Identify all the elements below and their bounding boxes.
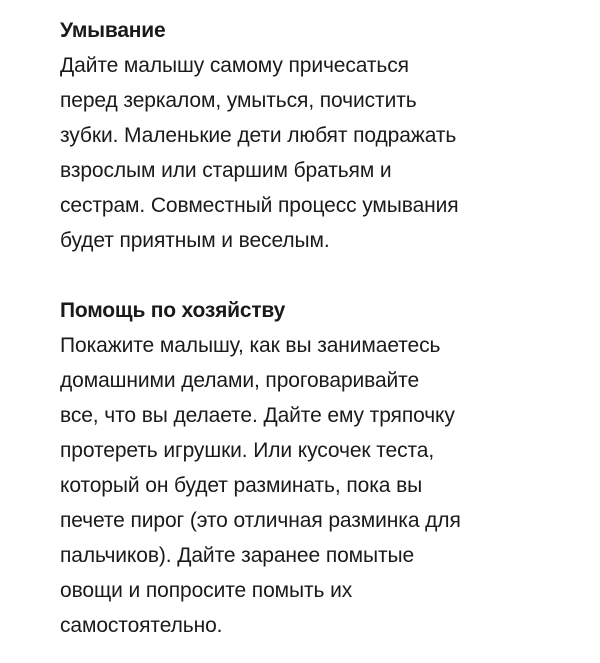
article xyxy=(60,14,585,643)
section-heading: Умывание xyxy=(60,19,166,42)
paragraph-line: зубки. Маленькие дети любят подражать xyxy=(60,124,457,147)
section-paragraph xyxy=(60,48,585,258)
paragraph-line: взрослым или старшим братьям и xyxy=(60,159,392,182)
paragraph-line: самостоятельно. xyxy=(60,614,223,637)
section-housework xyxy=(60,294,585,643)
paragraph-line: домашними делами, проговаривайте xyxy=(60,369,420,392)
paragraph-line: который он будет разминать, пока вы xyxy=(60,474,423,497)
paragraph-line: все, что вы делаете. Дайте ему тряпочку xyxy=(60,404,455,427)
paragraph-line: сестрам. Совместный процесс умывания xyxy=(60,194,459,217)
section-paragraph xyxy=(60,328,585,643)
section-heading: Помощь по хозяйству xyxy=(60,299,286,322)
paragraph-line: Покажите малышу, как вы занимаетесь xyxy=(60,334,441,357)
paragraph-line: Дайте малышу самому причесаться xyxy=(60,54,409,77)
paragraph-line: овощи и попросите помыть их xyxy=(60,579,353,602)
section-washing xyxy=(60,14,585,258)
paragraph-line: перед зеркалом, умыться, почистить xyxy=(60,89,417,112)
paragraph-line: протереть игрушки. Или кусочек теста, xyxy=(60,439,435,462)
paragraph-line: печете пирог (это отличная разминка для xyxy=(60,509,461,532)
paragraph-line: будет приятным и веселым. xyxy=(60,229,330,252)
paragraph-line: пальчиков). Дайте заранее помытые xyxy=(60,544,415,567)
